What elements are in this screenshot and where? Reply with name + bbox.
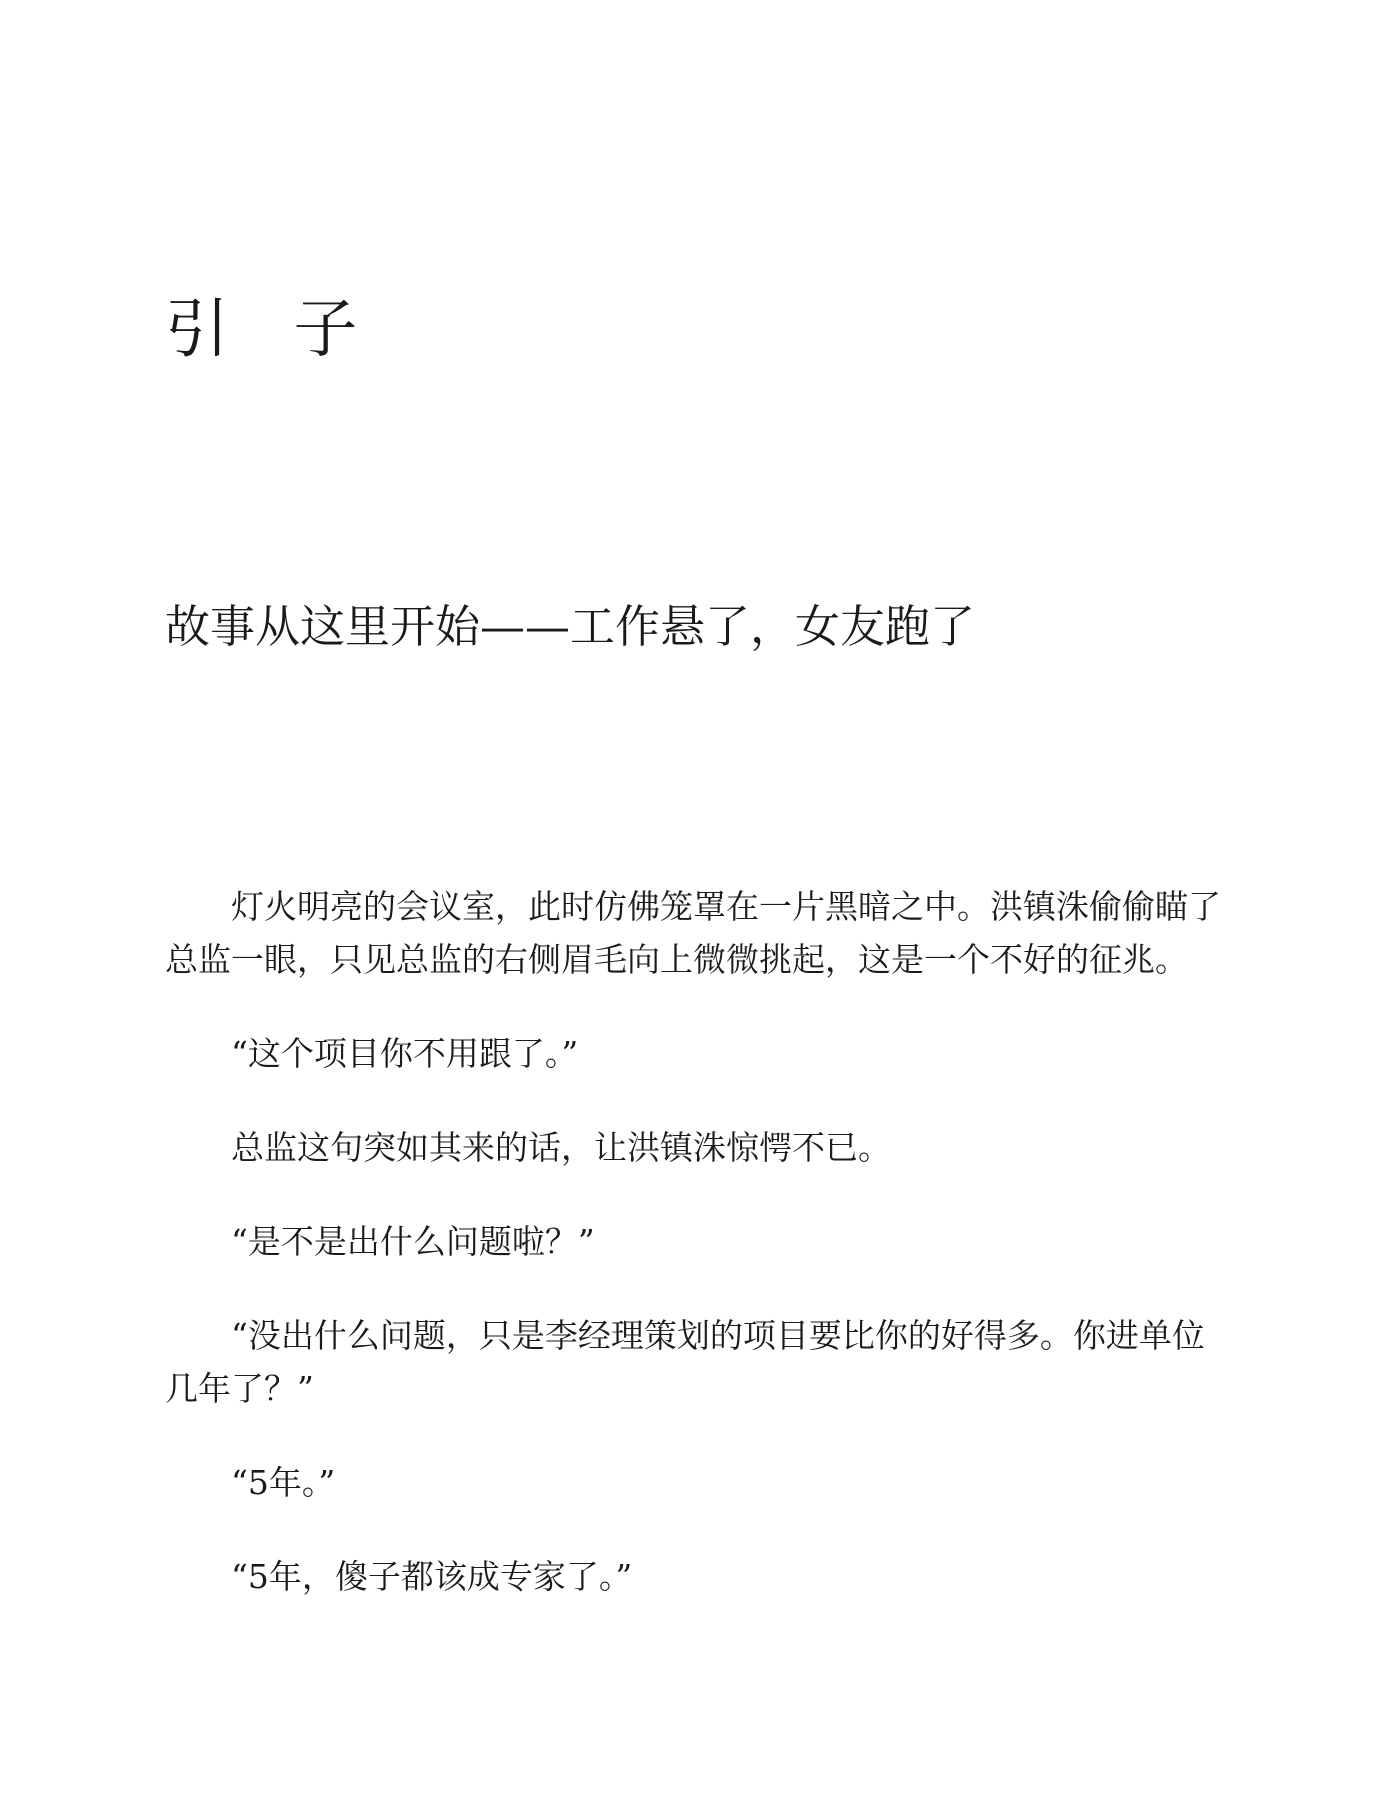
chapter-subtitle: 故事从这里开始——工作悬了，女友跑了 xyxy=(165,600,976,653)
chapter-heading: 引 子 xyxy=(165,293,380,367)
paragraph: “没出什么问题，只是李经理策划的项目要比你的好得多。你进单位几年了？” xyxy=(165,1316,1205,1408)
paragraph: “5年。” xyxy=(231,1463,336,1502)
paragraph: “这个项目你不用跟了。” xyxy=(231,1034,579,1073)
paragraph: 灯火明亮的会议室，此时仿佛笼罩在一片黑暗之中。洪镇洙偷偷瞄了总监一眼，只见总监的右侧眉毛向上微微挑起，这是一个不好的征兆。 xyxy=(165,887,1221,979)
body-text xyxy=(165,880,1225,1644)
paragraph: 总监这句突如其来的话，让洪镇洙惊愕不已。 xyxy=(231,1128,891,1167)
paragraph: “5年，傻子都该成专家了。” xyxy=(231,1557,633,1596)
paragraph: “是不是出什么问题啦？” xyxy=(231,1222,595,1261)
